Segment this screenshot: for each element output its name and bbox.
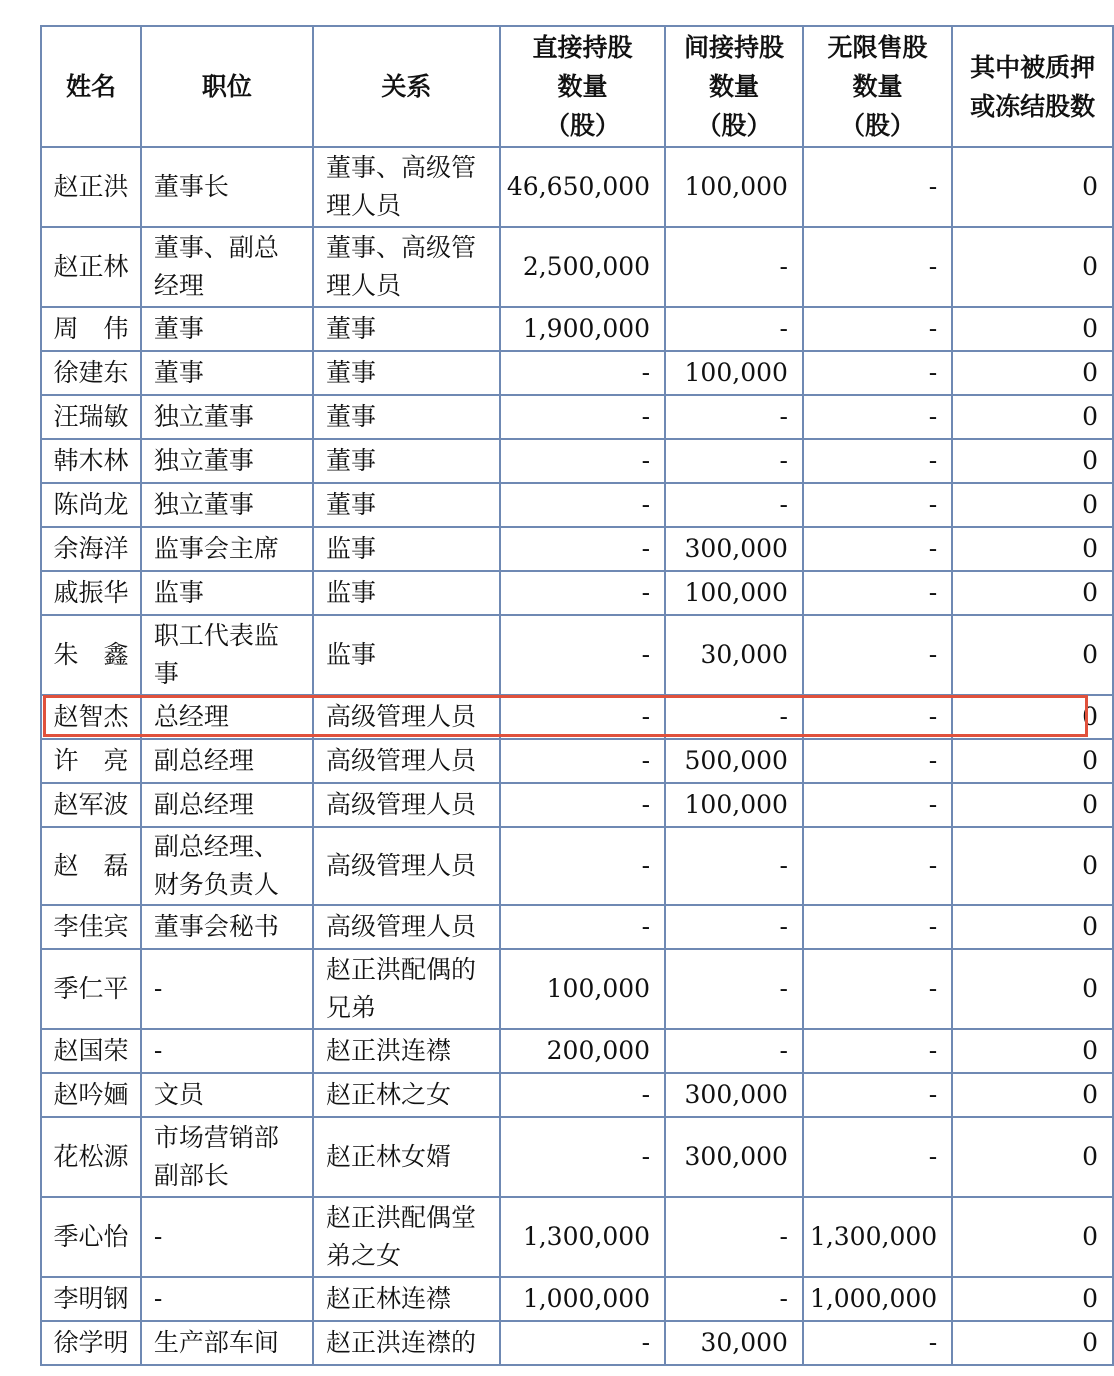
cell-position: 独立董事	[141, 483, 313, 527]
header-indirect-shares: 间接持股 数量 （股）	[665, 26, 803, 147]
cell-direct-shares: 200,000	[500, 1029, 665, 1073]
cell-relation: 高级管理人员	[313, 783, 500, 827]
cell-name: 余海洋	[41, 527, 141, 571]
cell-relation: 董事、高级管理人员	[313, 227, 500, 307]
cell-unrestricted-shares: -	[803, 571, 952, 615]
cell-indirect-shares: -	[665, 1277, 803, 1321]
cell-unrestricted-shares: -	[803, 949, 952, 1029]
cell-relation: 董事	[313, 483, 500, 527]
cell-indirect-shares: 100,000	[665, 571, 803, 615]
cell-relation: 监事	[313, 615, 500, 695]
header-name: 姓名	[41, 26, 141, 147]
table-row-highlighted	[41, 695, 1113, 739]
cell-direct-shares: -	[500, 1073, 665, 1117]
cell-name: 赵智杰	[41, 695, 141, 739]
cell-indirect-shares: 300,000	[665, 1117, 803, 1197]
cell-unrestricted-shares: -	[803, 395, 952, 439]
cell-name: 赵国荣	[41, 1029, 141, 1073]
cell-indirect-shares: -	[665, 439, 803, 483]
header-position: 职位	[141, 26, 313, 147]
cell-name: 赵正洪	[41, 147, 141, 227]
cell-unrestricted-shares: -	[803, 1117, 952, 1197]
table-row	[41, 949, 1113, 1029]
cell-relation: 董事	[313, 439, 500, 483]
cell-unrestricted-shares: -	[803, 307, 952, 351]
cell-relation: 赵正林女婿	[313, 1117, 500, 1197]
cell-indirect-shares: -	[665, 949, 803, 1029]
cell-relation: 高级管理人员	[313, 827, 500, 905]
cell-name: 朱 鑫	[41, 615, 141, 695]
cell-indirect-shares: -	[665, 307, 803, 351]
cell-indirect-shares: 100,000	[665, 351, 803, 395]
cell-unrestricted-shares: -	[803, 783, 952, 827]
table-row	[41, 1197, 1113, 1277]
cell-pledged-shares: 0	[952, 395, 1113, 439]
cell-direct-shares: -	[500, 483, 665, 527]
cell-name: 韩木林	[41, 439, 141, 483]
cell-direct-shares: -	[500, 615, 665, 695]
cell-direct-shares: -	[500, 1321, 665, 1365]
cell-name: 赵军波	[41, 783, 141, 827]
cell-direct-shares: 1,000,000	[500, 1277, 665, 1321]
cell-direct-shares: 100,000	[500, 949, 665, 1029]
cell-pledged-shares: 0	[952, 1117, 1113, 1197]
cell-unrestricted-shares: -	[803, 439, 952, 483]
cell-pledged-shares: 0	[952, 483, 1113, 527]
cell-direct-shares: -	[500, 905, 665, 949]
cell-indirect-shares: -	[665, 483, 803, 527]
cell-direct-shares: -	[500, 827, 665, 905]
cell-indirect-shares: 500,000	[665, 739, 803, 783]
cell-unrestricted-shares: 1,300,000	[803, 1197, 952, 1277]
table-row	[41, 527, 1113, 571]
cell-direct-shares: -	[500, 695, 665, 739]
cell-unrestricted-shares: -	[803, 827, 952, 905]
cell-unrestricted-shares: -	[803, 905, 952, 949]
table-row	[41, 783, 1113, 827]
cell-relation: 赵正洪配偶堂弟之女	[313, 1197, 500, 1277]
cell-name: 徐学明	[41, 1321, 141, 1365]
cell-pledged-shares: 0	[952, 783, 1113, 827]
cell-pledged-shares: 0	[952, 571, 1113, 615]
cell-position: 董事长	[141, 147, 313, 227]
table-row	[41, 395, 1113, 439]
cell-pledged-shares: 0	[952, 1197, 1113, 1277]
cell-relation: 赵正洪连襟	[313, 1029, 500, 1073]
cell-position: 监事	[141, 571, 313, 615]
cell-indirect-shares: -	[665, 695, 803, 739]
cell-direct-shares: -	[500, 571, 665, 615]
table-row	[41, 1117, 1113, 1197]
cell-unrestricted-shares: -	[803, 351, 952, 395]
cell-relation: 赵正洪配偶的兄弟	[313, 949, 500, 1029]
cell-unrestricted-shares: -	[803, 147, 952, 227]
cell-relation: 高级管理人员	[313, 739, 500, 783]
cell-position: 董事会秘书	[141, 905, 313, 949]
table-row	[41, 147, 1113, 227]
cell-unrestricted-shares: -	[803, 483, 952, 527]
cell-indirect-shares: 100,000	[665, 147, 803, 227]
cell-indirect-shares: 100,000	[665, 783, 803, 827]
cell-unrestricted-shares: 1,000,000	[803, 1277, 952, 1321]
cell-pledged-shares: 0	[952, 439, 1113, 483]
table-row	[41, 571, 1113, 615]
table-row	[41, 307, 1113, 351]
cell-relation: 董事、高级管理人员	[313, 147, 500, 227]
cell-direct-shares: -	[500, 351, 665, 395]
cell-unrestricted-shares: -	[803, 1321, 952, 1365]
cell-relation: 高级管理人员	[313, 695, 500, 739]
cell-name: 季心怡	[41, 1197, 141, 1277]
cell-name: 花松源	[41, 1117, 141, 1197]
cell-pledged-shares: 0	[952, 1029, 1113, 1073]
cell-direct-shares: 46,650,000	[500, 147, 665, 227]
cell-position: 职工代表监事	[141, 615, 313, 695]
header-row	[41, 26, 1113, 147]
cell-indirect-shares: -	[665, 227, 803, 307]
cell-unrestricted-shares: -	[803, 1029, 952, 1073]
cell-indirect-shares: -	[665, 395, 803, 439]
cell-direct-shares: -	[500, 439, 665, 483]
cell-position: 监事会主席	[141, 527, 313, 571]
cell-direct-shares: -	[500, 527, 665, 571]
table-row	[41, 1029, 1113, 1073]
cell-name: 赵吟婳	[41, 1073, 141, 1117]
cell-pledged-shares: 0	[952, 147, 1113, 227]
cell-indirect-shares: -	[665, 1197, 803, 1277]
cell-direct-shares: 1,900,000	[500, 307, 665, 351]
cell-indirect-shares: 30,000	[665, 1321, 803, 1365]
cell-position: -	[141, 1277, 313, 1321]
cell-position: 副总经理、财务负责人	[141, 827, 313, 905]
cell-pledged-shares: 0	[952, 949, 1113, 1029]
header-direct-shares: 直接持股 数量 （股）	[500, 26, 665, 147]
cell-name: 周 伟	[41, 307, 141, 351]
cell-position: 副总经理	[141, 783, 313, 827]
table-row	[41, 1073, 1113, 1117]
cell-relation: 赵正林连襟	[313, 1277, 500, 1321]
cell-pledged-shares: 0	[952, 1073, 1113, 1117]
cell-direct-shares: -	[500, 739, 665, 783]
cell-relation: 高级管理人员	[313, 905, 500, 949]
table-row	[41, 1321, 1113, 1365]
cell-indirect-shares: -	[665, 1029, 803, 1073]
cell-position: 董事、副总经理	[141, 227, 313, 307]
header-relation: 关系	[313, 26, 500, 147]
cell-indirect-shares: 30,000	[665, 615, 803, 695]
table-row	[41, 615, 1113, 695]
cell-relation: 董事	[313, 395, 500, 439]
cell-position: 生产部车间	[141, 1321, 313, 1365]
table-row	[41, 227, 1113, 307]
shareholding-table	[40, 25, 1114, 1366]
cell-pledged-shares: 0	[952, 695, 1113, 739]
cell-position: 市场营销部副部长	[141, 1117, 313, 1197]
table-row	[41, 1277, 1113, 1321]
cell-relation: 董事	[313, 307, 500, 351]
cell-relation: 董事	[313, 351, 500, 395]
cell-position: 副总经理	[141, 739, 313, 783]
cell-pledged-shares: 0	[952, 615, 1113, 695]
cell-pledged-shares: 0	[952, 827, 1113, 905]
cell-indirect-shares: -	[665, 827, 803, 905]
cell-direct-shares: -	[500, 783, 665, 827]
cell-direct-shares: 2,500,000	[500, 227, 665, 307]
cell-unrestricted-shares: -	[803, 739, 952, 783]
table-row	[41, 827, 1113, 905]
cell-name: 徐建东	[41, 351, 141, 395]
header-pledged-shares: 其中被质押 或冻结股数	[952, 26, 1113, 147]
cell-position: 文员	[141, 1073, 313, 1117]
cell-position: 董事	[141, 351, 313, 395]
table-row	[41, 439, 1113, 483]
cell-pledged-shares: 0	[952, 1277, 1113, 1321]
cell-unrestricted-shares: -	[803, 695, 952, 739]
cell-position: 董事	[141, 307, 313, 351]
cell-pledged-shares: 0	[952, 739, 1113, 783]
cell-indirect-shares: 300,000	[665, 527, 803, 571]
cell-pledged-shares: 0	[952, 527, 1113, 571]
cell-unrestricted-shares: -	[803, 527, 952, 571]
cell-unrestricted-shares: -	[803, 1073, 952, 1117]
cell-unrestricted-shares: -	[803, 615, 952, 695]
cell-pledged-shares: 0	[952, 1321, 1113, 1365]
header-unrestricted-shares: 无限售股 数量 （股）	[803, 26, 952, 147]
cell-indirect-shares: -	[665, 905, 803, 949]
cell-position: -	[141, 949, 313, 1029]
cell-direct-shares: -	[500, 395, 665, 439]
cell-pledged-shares: 0	[952, 227, 1113, 307]
cell-position: 独立董事	[141, 439, 313, 483]
cell-name: 赵正林	[41, 227, 141, 307]
cell-position: 总经理	[141, 695, 313, 739]
cell-relation: 监事	[313, 571, 500, 615]
cell-name: 季仁平	[41, 949, 141, 1029]
cell-direct-shares: 1,300,000	[500, 1197, 665, 1277]
cell-name: 李明钢	[41, 1277, 141, 1321]
cell-relation: 赵正林之女	[313, 1073, 500, 1117]
cell-name: 李佳宾	[41, 905, 141, 949]
cell-name: 陈尚龙	[41, 483, 141, 527]
cell-name: 戚振华	[41, 571, 141, 615]
cell-unrestricted-shares: -	[803, 227, 952, 307]
cell-pledged-shares: 0	[952, 351, 1113, 395]
cell-direct-shares: -	[500, 1117, 665, 1197]
table-row	[41, 483, 1113, 527]
cell-position: 独立董事	[141, 395, 313, 439]
table-row	[41, 351, 1113, 395]
cell-position: -	[141, 1197, 313, 1277]
cell-name: 许 亮	[41, 739, 141, 783]
cell-relation: 监事	[313, 527, 500, 571]
cell-name: 赵 磊	[41, 827, 141, 905]
cell-name: 汪瑞敏	[41, 395, 141, 439]
cell-relation: 赵正洪连襟的	[313, 1321, 500, 1365]
table-row	[41, 739, 1113, 783]
cell-pledged-shares: 0	[952, 307, 1113, 351]
table-row	[41, 905, 1113, 949]
cell-pledged-shares: 0	[952, 905, 1113, 949]
cell-position: -	[141, 1029, 313, 1073]
cell-indirect-shares: 300,000	[665, 1073, 803, 1117]
